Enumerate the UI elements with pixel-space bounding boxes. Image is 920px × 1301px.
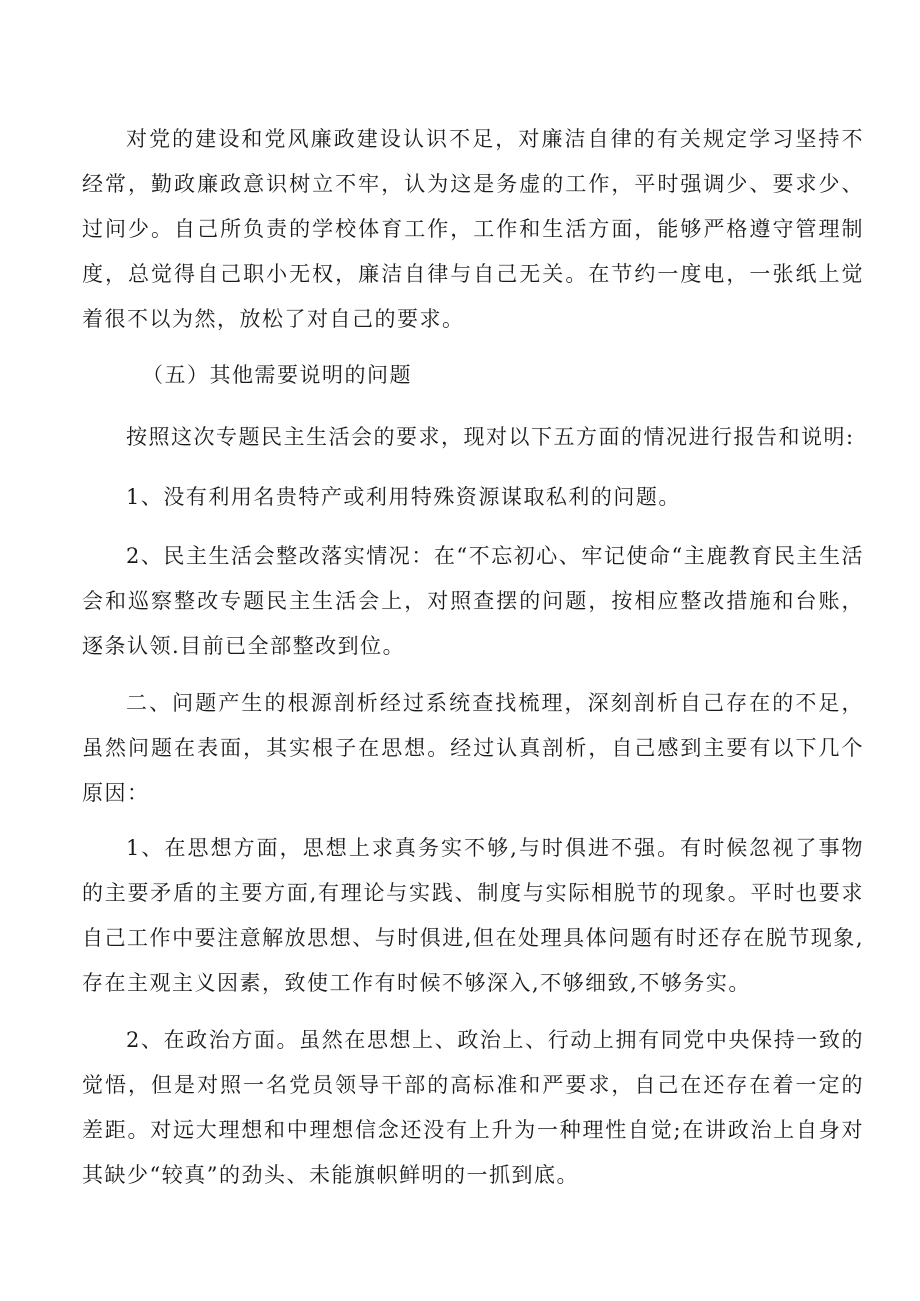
section-heading-five: （五）其他需要说明的问题 (142, 363, 412, 387)
paragraph-item-2: 2、民主生活会整改落实情况：在“不忘初心、牢记使命“主鹿教育民主生活会和巡察整改专题民主生活会上，对照查摆的问题，按相应整改措施和台账，逐条认领.目前已全部整改到位。 (82, 544, 864, 658)
paragraph-thinking: 1、在思想方面，思想上求真务实不够,与时俱进不强。有时候忽视了事物的主要矛盾的主要方面,有理论与实践、制度与实际相脱节的现象。平时也要求自己工作中要注意解放思想、与时俱进,但在处理具体问题有时还存在脱节现象,存在主观主义因素，致使工作有时候不够深入,不够细致,不够务实。 (82, 836, 864, 995)
paragraph-root-cause: 二、问题产生的根源剖析经过系统查找梳理，深刻剖析自己存在的不足，虽然问题在表面，其实根子在思想。经过认真剖析，自己感到主要有以下几个原因： (82, 691, 864, 805)
paragraph-item-1: 1、没有利用名贵特产或利用特殊资源谋取私利的问题。 (126, 485, 681, 509)
paragraph-politics: 2、在政治方面。虽然在思想上、政治上、行动上拥有同党中央保持一致的觉悟，但是对照一名党员领导干部的高标准和严要求，自己在还存在着一定的差距。对远大理想和中理想信念还没有上升为一种理性自觉;在讲政治上自身对其缺少“较真”的劲头、未能旗帜鲜明的一抓到底。 (82, 1028, 864, 1187)
paragraph-integrity: 对党的建设和党风廉政建设认识不足，对廉洁自律的有关规定学习坚持不经常，勤政廉政意识树立不牢，认为这是务虚的工作，平时强调少、要求少、过问少。自己所负责的学校体育工作，工作和生活方面，能够严格遵守管理制度，总觉得自己职小无权，廉洁自律与自己无关。在节约一度电，一张纸上觉着很不以为然，放松了对自己的要求。 (82, 127, 864, 331)
paragraph-report-intro: 按照这次专题民主生活会的要求，现对以下五方面的情况进行报告和说明: (126, 425, 855, 449)
